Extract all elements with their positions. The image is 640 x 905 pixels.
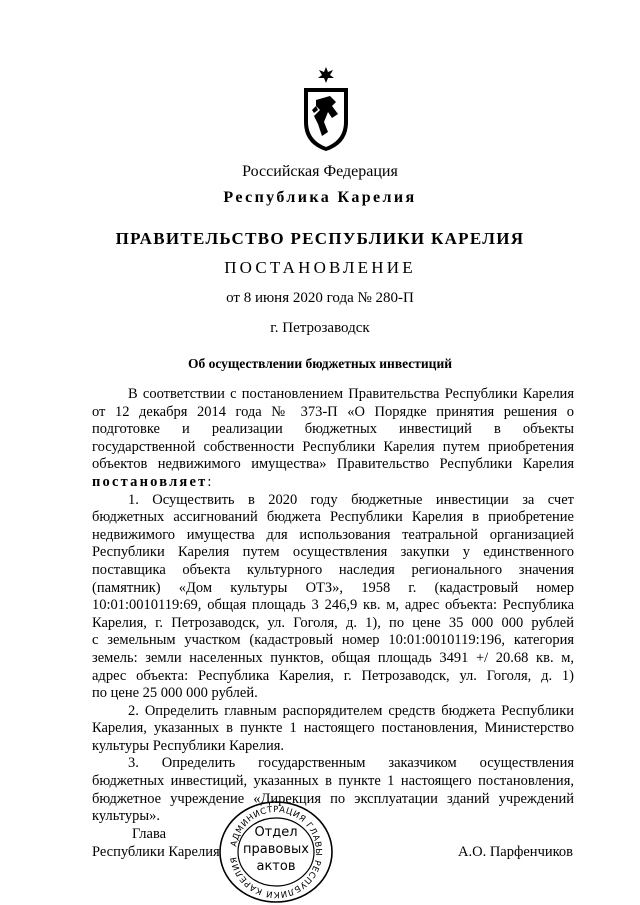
- item-1-line: по цене 25 000 000 рублей.: [92, 685, 258, 702]
- item-1-line: 10:01:0010119:69, общая площадь 3 246,9 кв. м, адрес объекта: Республика: [92, 597, 574, 614]
- department-stamp: [214, 800, 338, 904]
- item-1-line: земель: земли населенных пунктов, общая площадь 3491 +/ 20.68 кв. м,: [92, 649, 574, 666]
- item-3-line: культуры».: [92, 808, 161, 825]
- item-1-line: (памятник) «Дом культуры ОТЗ», 1958 г. (кадастровый номер: [92, 579, 574, 596]
- preamble-line: государственной собственности Республики Карелия путем приобретения: [92, 438, 574, 455]
- item-1-line: адрес объекта: Республика Карелия, г. Петрозаводск, ул. Гоголя, д. 1): [92, 667, 574, 684]
- item-1-line: бюджетных ассигнований бюджета Республики Карелия в приобретение: [92, 509, 574, 526]
- document-body: [92, 386, 574, 826]
- stamp-center-line1: Отдел: [254, 825, 298, 840]
- item-2-line: культуры Республики Карелия.: [92, 737, 285, 754]
- item-3-line: бюджетных инвестиций, указанных в пункте 1 настоящего постановления,: [92, 773, 574, 790]
- stamp-center-line2: правовых: [243, 842, 309, 857]
- country-name: Российская Федерация: [242, 163, 398, 180]
- coat-of-arms-emblem: [298, 66, 354, 152]
- item-3-line: 3. Определить государственным заказчиком осуществления: [128, 755, 574, 772]
- decree-word: постановляет: [92, 473, 208, 490]
- decree-line: [92, 474, 574, 492]
- item-1-line: с земельным участком (кадастровый номер 10:01:0010119:196, категория: [92, 632, 574, 649]
- city: г. Петрозаводск: [270, 320, 370, 336]
- item-1-line: Республики Карелия путем осуществления закупки у единственного: [92, 544, 574, 561]
- stamp-ring-text: АДМИНИСТРАЦИЯ ГЛАВЫ РЕСПУБЛИКИ КАРЕЛИЯ: [229, 804, 324, 900]
- signatory-name: А.О. Парфенчиков: [458, 844, 574, 860]
- signatory-title-line1: Глава: [132, 826, 167, 842]
- item-1-line: Карелия, г. Петрозаводск, ул. Гоголя, д. 1), по цене 35 000 000 рублей: [92, 614, 574, 631]
- item-2-line: 2. Определить главным распорядителем средств бюджета Республики: [128, 702, 574, 719]
- item-1-line: недвижимого имущества для использования театральной организацией: [92, 526, 574, 543]
- preamble-line: от 12 декабря 2014 года № 373-П «О Порядке принятия решения о: [92, 403, 574, 420]
- decree-colon: :: [207, 473, 212, 490]
- preamble-line: подготовке и реализации бюджетных инвестиций в объекты: [92, 421, 574, 438]
- signatory-title-line2: Республики Карелия: [92, 844, 220, 860]
- document-type: ПОСТАНОВЛЕНИЕ: [224, 258, 416, 277]
- preamble-line: объектов недвижимого имущества» Правительство Республики Карелия: [92, 456, 574, 473]
- item-2-line: Карелия, указанных в пункте 1 настоящего постановления, Министерство: [92, 720, 574, 737]
- date-number: от 8 июня 2020 года № 280-П: [226, 290, 414, 306]
- government-title: ПРАВИТЕЛЬСТВО РЕСПУБЛИКИ КАРЕЛИЯ: [115, 229, 525, 248]
- item-1-line: поставщика объекта культурного наследия регионального значения: [92, 561, 574, 578]
- preamble-line: В соответствии с постановлением Правительства Республики Карелия: [128, 386, 574, 402]
- stamp-center-line3: актов: [256, 859, 296, 874]
- item-3-line: бюджетное учреждение «Дирекция по эксплуатации зданий учреждений: [92, 790, 574, 807]
- item-1-line: 1. Осуществить в 2020 году бюджетные инвестиции за счет: [128, 491, 574, 508]
- republic-name: Республика Карелия: [223, 189, 417, 206]
- document-subject: Об осуществлении бюджетных инвестиций: [187, 356, 453, 371]
